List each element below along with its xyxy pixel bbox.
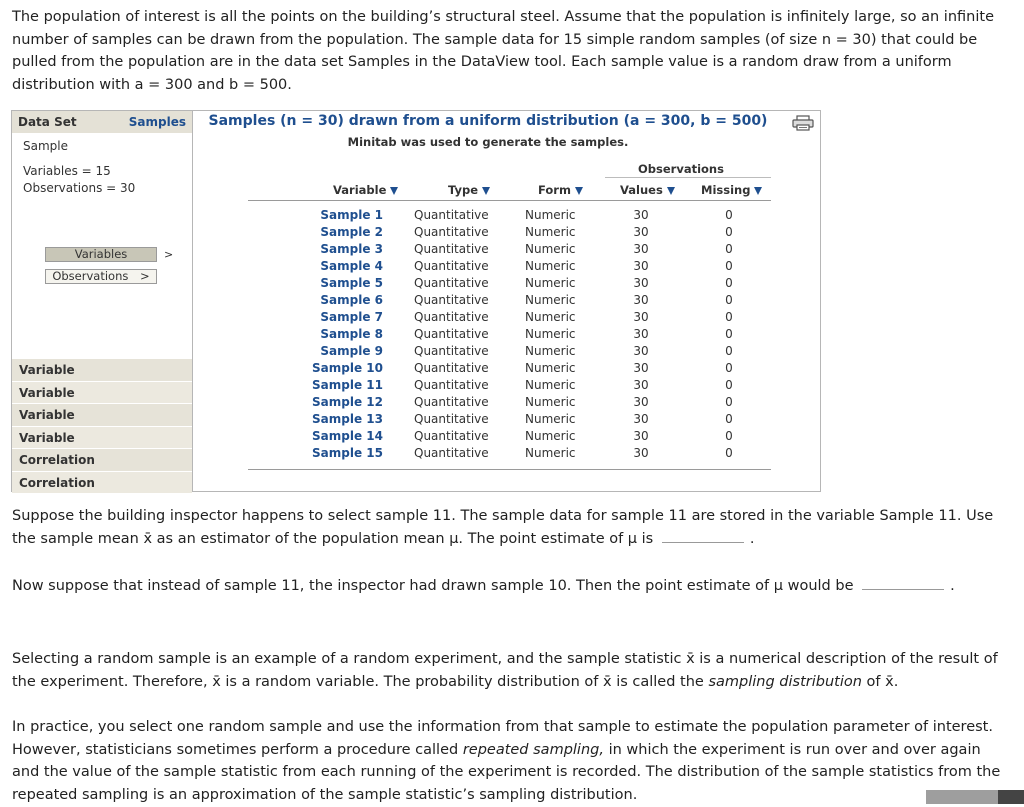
variable-type: Quantitative (414, 293, 489, 307)
variable-values-count: 30 (633, 412, 649, 426)
variable-missing-count: 0 (725, 310, 733, 324)
analysis-item-variable-2[interactable]: Variable (12, 382, 192, 405)
question-2-text: Now suppose that instead of sample 11, the inspector had drawn sample 10. Then the point estimate of μ would be (12, 578, 854, 594)
variable-type: Quantitative (414, 327, 489, 341)
variable-values-count: 30 (633, 242, 649, 256)
variable-values-count: 30 (633, 361, 649, 375)
variables-arrow-icon: > (164, 248, 174, 261)
analysis-item-variable-1[interactable]: Variable (12, 359, 192, 382)
column-header-type-label: Type (448, 183, 479, 197)
column-header-form-label: Form (538, 183, 571, 197)
dataview-variable-name[interactable]: Sample 4 (320, 259, 383, 273)
sort-triangle-icon (390, 187, 398, 195)
variable-type: Quantitative (414, 276, 489, 290)
variable-missing-count: 0 (725, 378, 733, 392)
observations-button-label: Observations (52, 269, 129, 283)
column-header-values[interactable] (620, 183, 675, 197)
column-header-form[interactable] (538, 183, 583, 197)
table-row (248, 412, 771, 429)
variable-type: Quantitative (414, 395, 489, 409)
variable-form: Numeric (525, 361, 576, 375)
variable-form: Numeric (525, 378, 576, 392)
repeated-sampling-paragraph (12, 716, 1012, 807)
paragraph-4-text-b: in which the experiment is run over and over again and the value of the sample statistic from each running of the experiment is recorded. The distribution of the sample statistics from the repeated sampling is an approximation of the sample statistic’s sampling distribution. (12, 741, 1001, 804)
table-row (248, 225, 771, 242)
variable-type: Quantitative (414, 208, 489, 222)
analysis-item-correlation-2[interactable]: Correlation (12, 472, 192, 495)
dataview-variable-name[interactable]: Sample 7 (320, 310, 383, 324)
variable-values-count: 30 (633, 293, 649, 307)
variable-values-count: 30 (633, 225, 649, 239)
dataview-variable-name[interactable]: Sample 12 (312, 395, 383, 409)
column-header-missing[interactable] (701, 183, 762, 197)
table-row (248, 446, 771, 463)
analysis-item-variable-3[interactable]: Variable (12, 404, 192, 427)
analysis-list (12, 359, 192, 494)
data-set-label: Data Set (18, 115, 77, 129)
data-set-header (12, 111, 192, 133)
table-row (248, 327, 771, 344)
variable-type: Quantitative (414, 412, 489, 426)
variable-missing-count: 0 (725, 395, 733, 409)
variable-form: Numeric (525, 429, 576, 443)
variable-form: Numeric (525, 310, 576, 324)
paragraph-3-emphasis: sampling distribution (708, 673, 862, 690)
variable-missing-count: 0 (725, 259, 733, 273)
variable-values-count: 30 (633, 259, 649, 273)
variable-values-count: 30 (633, 395, 649, 409)
variables-button[interactable]: Variables (45, 247, 157, 262)
variable-values-count: 30 (633, 276, 649, 290)
variable-type: Quantitative (414, 259, 489, 273)
sort-triangle-icon (667, 187, 675, 195)
variable-values-count: 30 (633, 344, 649, 358)
variable-type: Quantitative (414, 429, 489, 443)
column-header-type[interactable] (448, 183, 490, 197)
variable-form: Numeric (525, 208, 576, 222)
intro-paragraph: The population of interest is all the points on the building’s structural steel. Assume that the population is infinitely large, so an infinite number of samples can be drawn from the population. The sample data for 15 simple random samples (of size n = 30) that could be pulled from the population are in the data set Samples in the DataView tool. Each sample value is a random draw from a uniform distribution with a = 300 and b = 500. (12, 9, 994, 94)
paragraph-3-text-b: of x̄. (861, 673, 899, 690)
dataview-variable-name[interactable]: Sample 8 (320, 327, 383, 341)
table-row (248, 310, 771, 327)
sort-triangle-icon (482, 187, 490, 195)
variable-form: Numeric (525, 412, 576, 426)
variable-missing-count: 0 (725, 344, 733, 358)
variable-type: Quantitative (414, 310, 489, 324)
variable-missing-count: 0 (725, 242, 733, 256)
dataview-variable-name[interactable]: Sample 6 (320, 293, 383, 307)
sort-triangle-icon (754, 187, 762, 195)
column-header-variable-label: Variable (333, 183, 387, 197)
dataview-variable-name[interactable]: Sample 15 (312, 446, 383, 460)
dataview-variable-name[interactable]: Sample 3 (320, 242, 383, 256)
table-row (248, 395, 771, 412)
variable-missing-count: 0 (725, 446, 733, 460)
dataview-variable-name[interactable]: Sample 2 (320, 225, 383, 239)
dataview-variable-name[interactable]: Sample 1 (320, 208, 383, 222)
variable-missing-count: 0 (725, 208, 733, 222)
table-row (248, 208, 771, 225)
table-row (248, 429, 771, 446)
dataview-variable-name[interactable]: Sample 5 (320, 276, 383, 290)
dataview-main-panel (193, 111, 820, 491)
question-1-period: . (749, 530, 755, 547)
variable-missing-count: 0 (725, 276, 733, 290)
variable-values-count: 30 (633, 446, 649, 460)
variables-table-body (248, 208, 771, 463)
dataview-variable-name[interactable]: Sample 11 (312, 378, 383, 392)
variable-form: Numeric (525, 446, 576, 460)
table-row (248, 344, 771, 361)
column-header-missing-label: Missing (701, 183, 751, 197)
table-row (248, 259, 771, 276)
variables-count: Variables = 15 (23, 164, 111, 178)
continue-button[interactable] (926, 790, 1024, 804)
paragraph-3-text-a: Selecting a random sample is an example of a random experiment, and the sample statistic x̄ is a numerical description of the result of the experiment. Therefore, x̄ is a random variable. The probability distribution of x̄ is called the (12, 651, 998, 690)
variable-missing-count: 0 (725, 225, 733, 239)
question-2-period: . (950, 578, 955, 594)
variable-type: Quantitative (414, 361, 489, 375)
variable-form: Numeric (525, 259, 576, 273)
variable-form: Numeric (525, 395, 576, 409)
variable-values-count: 30 (633, 378, 649, 392)
observations-count: Observations = 30 (23, 181, 136, 195)
paragraph-4-text-a: In practice, you select one random sample and use the information from that sample to estimate the population parameter of interest. However, statisticians sometimes perform a procedure called (12, 719, 993, 758)
observations-group-header: Observations (638, 162, 724, 176)
observations-button[interactable] (45, 269, 157, 284)
column-header-values-label: Values (620, 183, 663, 197)
variable-missing-count: 0 (725, 361, 733, 375)
analysis-item-correlation-1[interactable]: Correlation (12, 449, 192, 472)
variable-type: Quantitative (414, 225, 489, 239)
variable-missing-count: 0 (725, 412, 733, 426)
observations-header-rule (605, 177, 771, 178)
variable-type: Quantitative (414, 242, 489, 256)
question-1 (12, 505, 1012, 550)
dataview-tool (11, 110, 821, 492)
table-row (248, 276, 771, 293)
table-top-rule (248, 200, 771, 201)
dataview-variable-name[interactable]: Sample 13 (312, 412, 383, 426)
variable-form: Numeric (525, 327, 576, 341)
sample-label: Sample (23, 139, 68, 153)
variable-form: Numeric (525, 276, 576, 290)
print-icon[interactable] (792, 115, 814, 131)
dataview-variable-name[interactable]: Sample 10 (312, 361, 383, 375)
variable-form: Numeric (525, 242, 576, 256)
dataview-variable-name[interactable]: Sample 9 (320, 344, 383, 358)
variable-values-count: 30 (633, 327, 649, 341)
table-row (248, 242, 771, 259)
observations-arrow-icon: > (140, 269, 150, 283)
question-2 (12, 575, 1012, 598)
dataset-subtitle: Minitab was used to generate the samples. (347, 135, 629, 149)
answer-blank-sample-11[interactable] (662, 528, 744, 543)
paragraph-4-emphasis: repeated sampling, (462, 741, 604, 758)
variable-form: Numeric (525, 293, 576, 307)
sort-triangle-icon (575, 187, 583, 195)
analysis-item-variable-4[interactable]: Variable (12, 427, 192, 450)
table-row (248, 361, 771, 378)
dataset-title: Samples (n = 30) drawn from a uniform distribution (a = 300, b = 500) (208, 113, 768, 129)
answer-blank-sample-10[interactable] (862, 575, 944, 590)
variable-type: Quantitative (414, 344, 489, 358)
dataview-sidebar (12, 111, 193, 491)
variable-missing-count: 0 (725, 293, 733, 307)
variable-type: Quantitative (414, 446, 489, 460)
variable-type: Quantitative (414, 378, 489, 392)
variable-values-count: 30 (633, 429, 649, 443)
variable-values-count: 30 (633, 310, 649, 324)
table-bottom-rule (248, 469, 771, 470)
variable-values-count: 30 (633, 208, 649, 222)
question-1-text: Suppose the building inspector happens to select sample 11. The sample data for sample 11 are stored in the variable Sample 11. Use the sample mean x̄ as an estimator of the population mean μ. The point estimate of μ is (12, 508, 994, 547)
table-row (248, 378, 771, 395)
data-set-samples-tab[interactable]: Samples (128, 115, 186, 129)
table-row (248, 293, 771, 310)
variable-form: Numeric (525, 225, 576, 239)
variable-missing-count: 0 (725, 429, 733, 443)
variable-missing-count: 0 (725, 327, 733, 341)
variable-form: Numeric (525, 344, 576, 358)
column-header-variable[interactable] (333, 183, 398, 197)
sampling-distribution-paragraph (12, 648, 1012, 693)
dataview-variable-name[interactable]: Sample 14 (312, 429, 383, 443)
